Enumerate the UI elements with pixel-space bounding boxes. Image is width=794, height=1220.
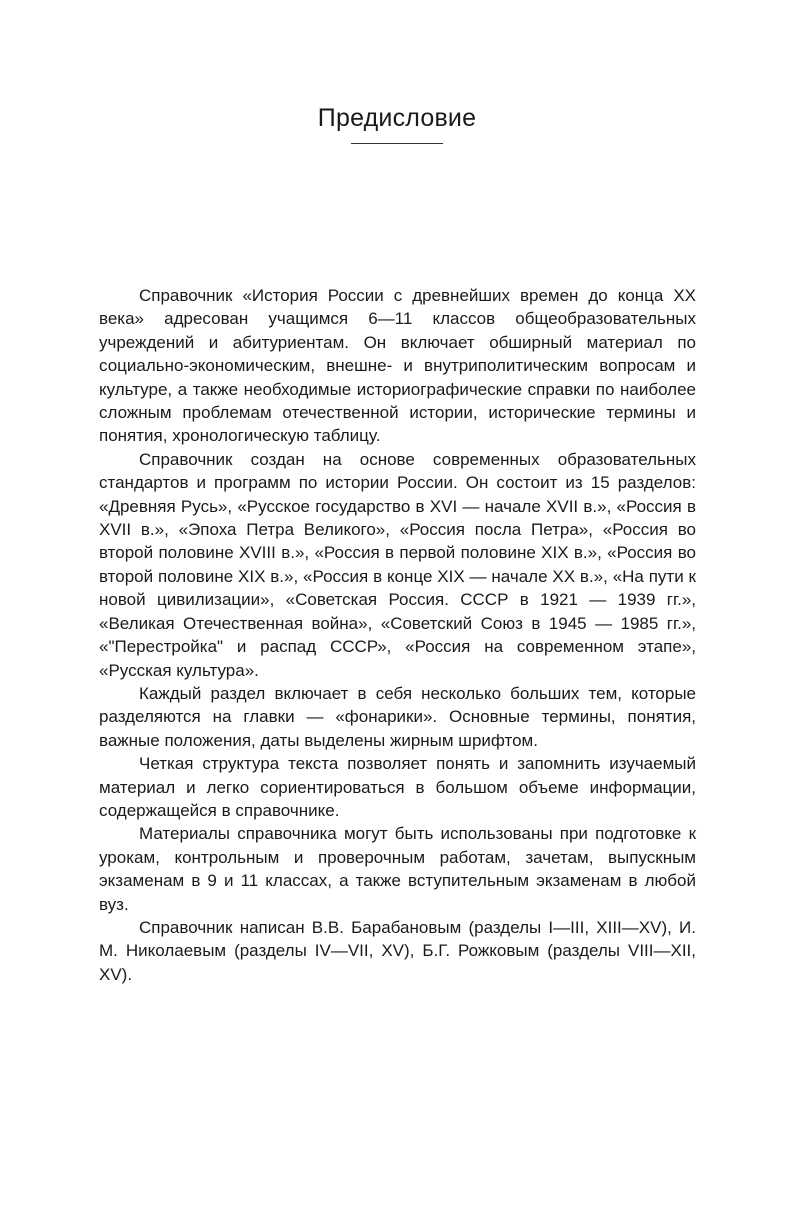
page-title: Предисловие [317, 104, 477, 132]
paragraph-clarity: Четкая структура текста позволяет понять и запомнить изучаемый материал и легко сориентироваться в большом объеме информации, содержащейся в справочнике. [99, 754, 696, 820]
paragraph-usage: Материалы справочника могут быть использованы при подготовке к урокам, контрольным и проверочным работам, зачетам, выпускным экзаменам в 9 и 11 классах, а также вступительным экзаменам в любой вуз. [99, 824, 696, 914]
preface-body [99, 284, 696, 986]
paragraph-authors: Справочник написан В.В. Барабановым (разделы I—III, XIII—XV), И. М. Николаевым (разделы IV—VII, XV), Б.Г. Рожковым (разделы VIII—XII, XV). [99, 917, 696, 984]
title-underline [351, 143, 443, 144]
paragraph-structure: Справочник создан на основе современных образовательных стандартов и программ по истории России. Он состоит из 15 разделов: «Древняя Русь», «Русское государство в XVI — начале XVII в.», «Россия в XVII в.», «Эпоха Петра Великого», «Россия посла Петра», «Россия во второй половине XVIII в.», «Россия в первой половине XIX в.», «Россия во второй половине XIX в.», «Россия в конце XIX — начале XX в.», «На пути к новой цивилизации», «Советская Россия. СССР в 1921 — 1939 гг.», «Великая Отечественная война», «Советский Союз в 1945 — 1985 гг.», «"Перестройка" и распад СССР», «Россия на современном этапе», «Русская культура». [99, 449, 696, 680]
paragraph-sections: Каждый раздел включает в себя несколько больших тем, которые разделяются на главки — «фонарики». Основные термины, понятия, важные положения, даты выделены жирным шрифтом. [99, 683, 696, 750]
paragraph-intro: Справочник «История России с древнейших времен до конца XX века» адресован учащимся 6—11 классов общеобразовательных учреждений и абитуриентам. Он включает обширный материал по социально-экономическим, внешне- и внутриполитическим вопросам и культуре, а также необходимые историографические справки по наиболее сложным проблемам отечественной истории, исторические термины и понятия, хронологическую таблицу. [99, 286, 696, 446]
